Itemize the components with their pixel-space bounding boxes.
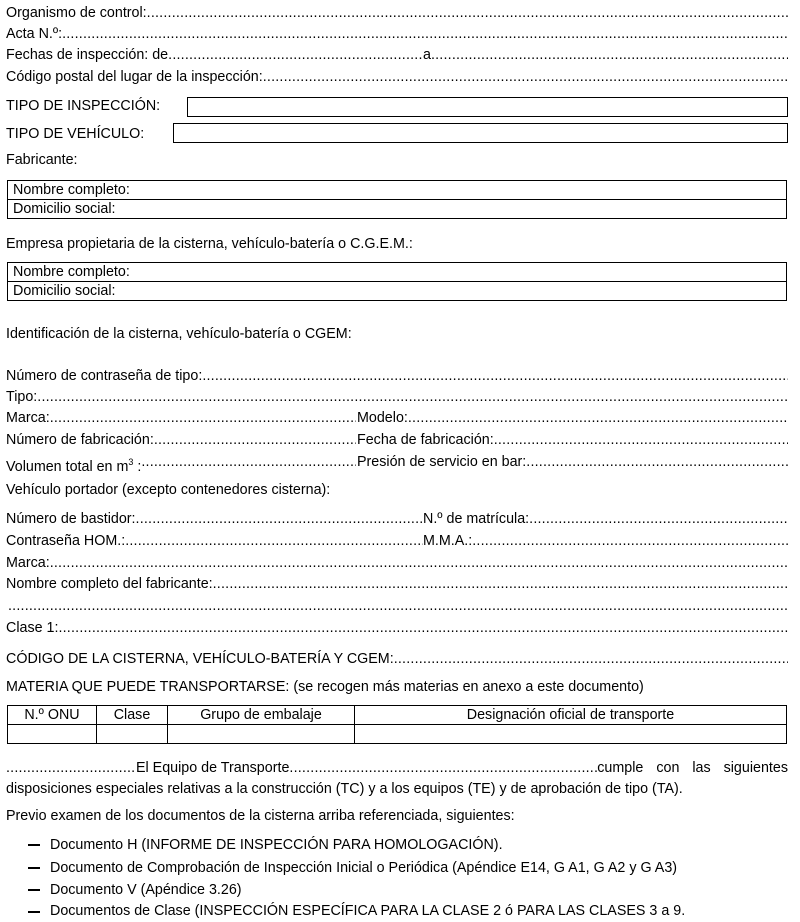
header-onu: N.º ONU (8, 706, 97, 725)
dash-icon (28, 867, 40, 869)
acta-field[interactable] (6, 24, 788, 44)
header-grupo: Grupo de embalaje (168, 706, 355, 725)
dotted-leader (202, 366, 788, 386)
fabricante-domicilio-cell[interactable]: Domicilio social: (8, 200, 787, 219)
identificacion-heading: Identificación de la cisterna, vehículo-batería o CGEM: (6, 326, 352, 342)
dotted-leader (141, 452, 356, 472)
dotted-leader (50, 553, 788, 573)
dotted-leader (37, 387, 788, 407)
empresa-heading: Empresa propietaria de la cisterna, vehículo-batería o C.G.E.M.: (6, 236, 413, 252)
fecha-fabricacion-label: Fecha de fabricación: (357, 432, 494, 448)
mma-label: M.M.A.: (423, 533, 473, 549)
dotted-leader (8, 596, 788, 616)
materia-heading: MATERIA QUE PUEDE TRANSPORTARSE: (se recogen más materias en anexo a este documento) (6, 679, 644, 695)
empresa-domicilio-cell[interactable]: Domicilio social: (8, 282, 787, 301)
dotted-leader (394, 649, 788, 669)
list-item: Documento H (INFORME DE INSPECCIÓN PARA HOMOLOGACIÓN). (50, 837, 503, 853)
vehiculo-marca-field[interactable] (6, 553, 788, 573)
presion-label: Presión de servicio en bar: (357, 454, 527, 470)
matricula-field[interactable] (423, 509, 788, 529)
marca-label: Marca: (6, 410, 50, 426)
clase-cell[interactable] (97, 725, 168, 744)
fabricante-nombre-cell[interactable]: Nombre completo: (8, 181, 787, 200)
dotted-leader (125, 531, 423, 551)
header-designacion: Designación oficial de transporte (355, 706, 787, 725)
fecha-fabricacion-field[interactable] (357, 430, 788, 450)
dotted-leader (136, 509, 423, 529)
num-fabricacion-field[interactable] (6, 430, 356, 450)
dotted-leader (408, 408, 788, 428)
organismo-field[interactable] (6, 3, 788, 23)
hom-label: Contraseña HOM.: (6, 533, 126, 549)
codigo-postal-field[interactable] (6, 67, 788, 87)
list-item: Documentos de Clase (INSPECCIÓN ESPECÍFICA PARA LA CLASE 2 ó PARA LAS CLASES 3 a 9. (50, 903, 686, 919)
dotted-leader (62, 24, 788, 44)
equipo-mid-dots[interactable] (289, 758, 597, 778)
table-row (8, 725, 787, 744)
fechas-de-field[interactable] (6, 45, 423, 65)
grupo-cell[interactable] (168, 725, 355, 744)
tipo-inspeccion-label: TIPO DE INSPECCIÓN: (6, 98, 161, 114)
dotted-leader (147, 3, 788, 23)
acta-label: Acta N.º: (6, 26, 63, 42)
empresa-table (7, 262, 787, 301)
empresa-nombre-cell[interactable]: Nombre completo: (8, 263, 787, 282)
tipo-label: Tipo: (6, 389, 38, 405)
dash-icon (28, 911, 40, 913)
vehiculo-marca-label: Marca: (6, 555, 50, 571)
list-item: Documento V (Apéndice 3.26) (50, 882, 242, 898)
header-clase: Clase (97, 706, 168, 725)
presion-field[interactable] (357, 452, 788, 472)
fabricante-continuation-field[interactable] (8, 596, 788, 616)
dotted-leader (529, 509, 788, 529)
volumen-field[interactable] (6, 452, 356, 475)
equipo-label: El Equipo de Transporte (136, 760, 290, 776)
matricula-label: N.º de matrícula: (423, 511, 530, 527)
bastidor-field[interactable] (6, 509, 423, 529)
tipo-inspeccion-input[interactable] (187, 97, 788, 117)
dotted-leader (213, 574, 788, 594)
dotted-leader (50, 408, 356, 428)
contrasena-tipo-field[interactable] (6, 366, 788, 386)
dash-icon (28, 844, 40, 846)
fabricante-nombre-field[interactable] (6, 574, 788, 594)
fabricante-nombre-label: Nombre completo del fabricante: (6, 576, 213, 592)
dotted-leader (154, 430, 356, 450)
fechas-de-label: Fechas de inspección: de (6, 47, 169, 63)
fechas-a-field[interactable] (423, 45, 788, 65)
dotted-leader (431, 45, 788, 65)
disposiciones-text: disposiciones especiales relativas a la construcción (TC) y a los equipos (TE) y de aprobación de tipo (TA). (6, 781, 683, 797)
materia-table (7, 705, 787, 744)
codigo-cisterna-field[interactable] (6, 649, 788, 669)
organismo-label: Organismo de control: (6, 5, 147, 21)
clase-label: Clase 1: (6, 620, 59, 636)
mma-field[interactable] (423, 531, 788, 551)
volumen-label-text: Volumen total en m (6, 459, 129, 475)
fechas-a-label: a (423, 47, 431, 63)
dotted-leader (263, 67, 788, 87)
codigo-postal-label: Código postal del lugar de la inspección: (6, 69, 263, 85)
onu-cell[interactable] (8, 725, 97, 744)
volumen-unit-exponent: 3 (128, 457, 134, 467)
designacion-cell[interactable] (355, 725, 787, 744)
vehiculo-heading: Vehículo portador (excepto contenedores cisterna): (6, 482, 331, 498)
marca-field[interactable] (6, 408, 356, 428)
volumen-label-suffix: : (133, 459, 142, 475)
dash-icon (28, 889, 40, 891)
previo-text: Previo examen de los documentos de la cisterna arriba referenciada, siguientes: (6, 808, 515, 824)
hom-field[interactable] (6, 531, 423, 551)
bastidor-label: Número de bastidor: (6, 511, 136, 527)
dotted-leader (168, 45, 423, 65)
table-header-row (8, 706, 787, 725)
volumen-label (6, 452, 142, 475)
list-item: Documento de Comprobación de Inspección Inicial o Periódica (Apéndice E14, G A1, G A2 y G A3) (50, 860, 678, 876)
clase-field[interactable] (6, 618, 788, 638)
modelo-field[interactable] (357, 408, 788, 428)
tipo-vehiculo-label: TIPO DE VEHÍCULO: (6, 126, 145, 142)
modelo-label: Modelo: (357, 410, 408, 426)
dotted-leader (526, 452, 788, 472)
contrasena-tipo-label: Número de contraseña de tipo: (6, 368, 203, 384)
dotted-leader (58, 618, 788, 638)
equipo-tail: cumple con las siguientes (597, 760, 788, 776)
num-fabricacion-label: Número de fabricación: (6, 432, 154, 448)
dotted-leader (472, 531, 788, 551)
tipo-vehiculo-input[interactable] (173, 123, 788, 143)
fabricante-heading: Fabricante: (6, 152, 78, 168)
codigo-cisterna-label: CÓDIGO DE LA CISTERNA, VEHÍCULO-BATERÍA Y CGEM: (6, 651, 394, 667)
fabricante-table (7, 180, 787, 219)
dotted-leader (494, 430, 788, 450)
tipo-field[interactable] (6, 387, 788, 407)
equipo-prefix-dots[interactable] (6, 758, 136, 778)
equipo-line (6, 758, 788, 778)
